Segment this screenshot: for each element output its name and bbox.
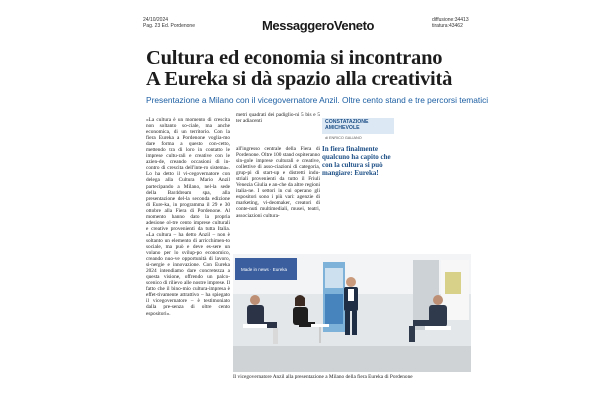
sidebar-tag [322,118,394,134]
article-photo [233,254,471,372]
article-headline [146,48,476,90]
body-column-2 [236,146,320,251]
sidebar-byline: di ENRICO GALIANO [325,136,362,140]
article-meta-right [432,17,469,29]
body-paragraph: «La cultura è un momento di crescita non soltanto so-ciale, ma anche economica, di un territorio. Con la fiera Eureka a Pordenone voglia-mo dare forma a questo con-cetto, mettendo tra di loro in contatto le imprese cultu-rali e creative con le azien-de, creando occasioni di in-contro di crescita dell'inte-ro sistema». Lo ha detto il vi-cegovernatore con delega alla Cultura Mario Anzil partecipando a Milano, nel-la sede della Bar4dream spa, alla presentazione del-la seconda edizione di Eure-ka, in programma il 29 e 30 ottobre alla Fiera di Pordenone. Al momento hanno dato la propria adesione ol-tre cento imprese culturali e creative provenienti da tutta Italia. «La cultura – ha detto Anzil – non è soltanto un elemento di arricchimen-to sociale, ma può e deve es-sere un volano per lo svilup-po economico, creando nuo-ve opportunità di lavoro, si-nergie e innovazione. Con Eureka 2024 intendiamo dare concretezza a questa visione, offrendo un palco-scenico di rilievo alle nostre imprese. Il fatto che il bino-mio cultura-impresa è effet-tivamente attrattivo – ha spiegato il vicegovernatore – è testimoniato dalla pre-senza di oltre cento espositori». [146,117,230,317]
page-edition: Pag. 23 Ed. Pordenone [143,23,195,29]
sidebar-tag-line-1: CONSTATAZIONE [325,119,369,125]
photo-caption: Il vicegovernatore Anzil alla presentazione a Milano della fiera Eureka di Pordenone [233,374,413,380]
body-column-1 [146,117,230,397]
headline-line-2: A Eureka si dà spazio alla creatività [146,68,453,90]
headline-line-1: Cultura ed economia si incontrano [146,47,443,69]
publication-date: 24/10/2024 [143,17,169,23]
body-paragraph: metri quadrati dei padiglio-ni 5 bis e 5 ter adiacenti [236,112,320,125]
photo-banner-text: Made in news · Eureka [241,267,288,272]
body-paragraph: all'ingresso centrale della Fiera di Pordenone. Oltre 100 stand ospiteranno sin-gole imprese culturali e creative, collettive di asso-ciazioni di categoria, grup-pi di start-up e distretti indu-striali provenienti da tutto il Friuli Venezia Giulia e an-che da altre regioni italia-ne. I settori in cui operano gli espositori sono i più vari: agenzie di marketing, vi-deomaker, creatori di conte-nuti multimediali, musei, teatri, associazioni cultura- [236,146,320,219]
sidebar-lead: In fiera finalmente qualcuno ha capito che con la cultura si può mangiare: Eureka! [322,145,391,177]
newspaper-masthead: MessaggeroVeneto [262,18,375,33]
circulation-figure: diffusione:34413 [432,17,469,23]
article-subhead: Presentazione a Milano con il vicegovernatore Anzil. Oltre cento stand e tre percorsi tematici [146,95,489,105]
press-conference-photo [233,254,471,372]
print-run-figure: tiratura:43462 [432,23,463,29]
body-column-2-top [236,112,320,142]
article-meta-left [143,17,195,29]
sidebar-tag-line-2: AMICHEVOLE [325,124,360,131]
